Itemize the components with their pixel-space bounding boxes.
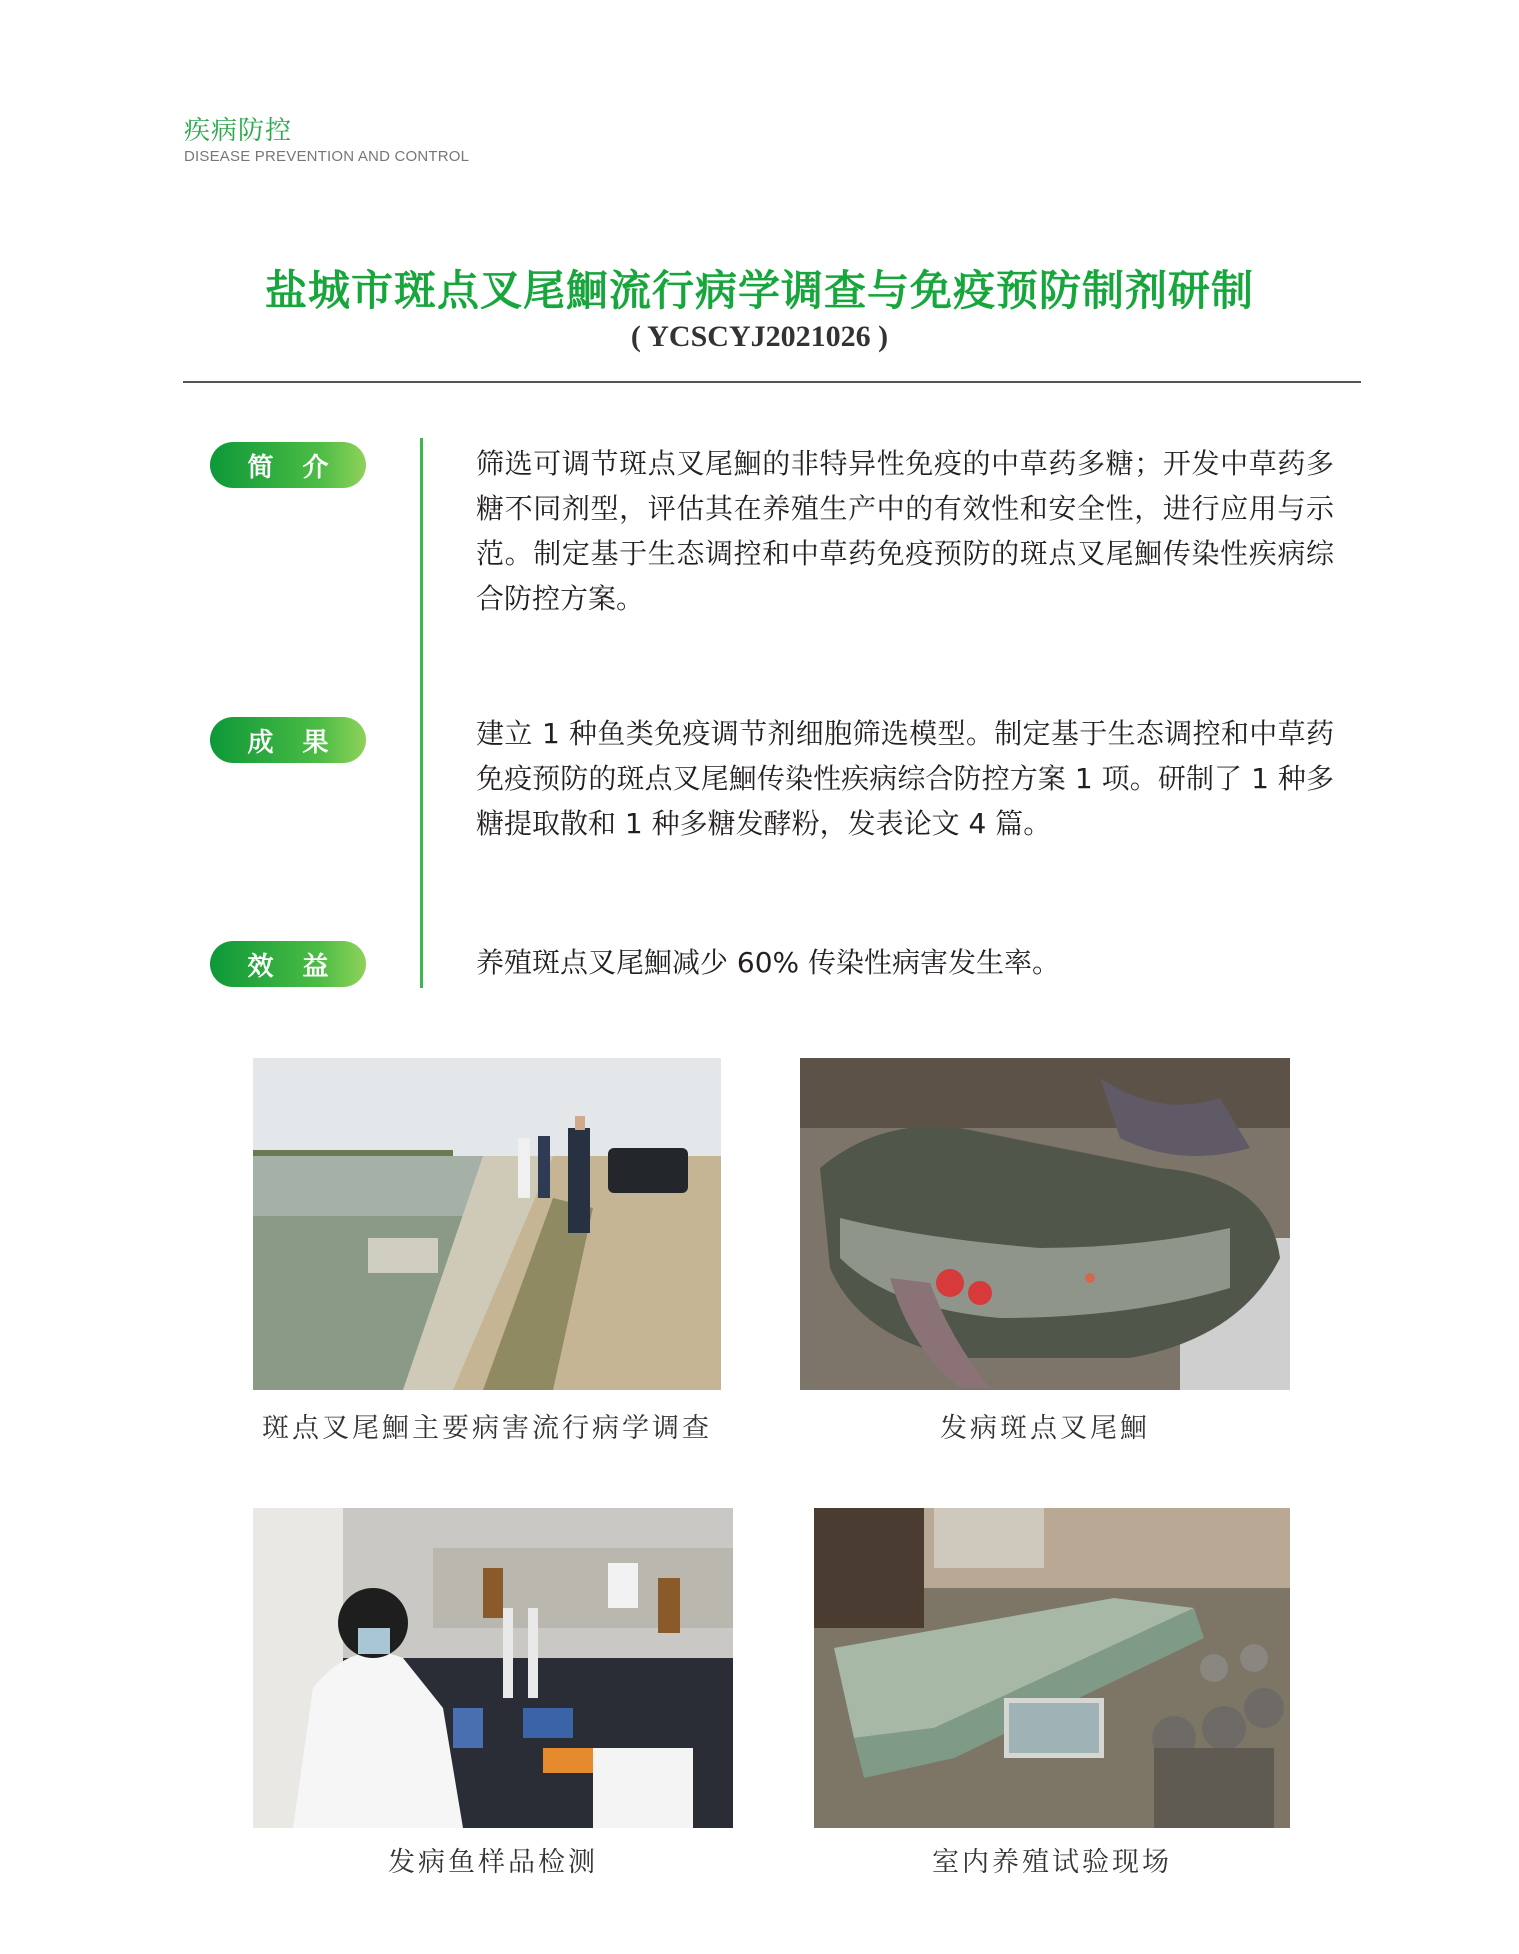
caption-indoor-aquaculture: 室内养殖试验现场 (932, 1847, 1172, 1878)
article-title: 盐城市斑点叉尾鮰流行病学调查与免疫预防制剂研制 (264, 266, 1254, 315)
indoor-aquaculture-photo (814, 1508, 1290, 1828)
intro-text: 筛选可调节斑点叉尾鮰的非特异性免疫的中草药多糖；开发中草药多糖不同剂型，评估其在养殖生产中的有效性和安全性，进行应用与示范。制定基于生态调控和中草药免疫预防的斑点叉尾鮰传染性疾病综合防控方案。 (476, 447, 1334, 615)
caption-diseased-fish: 发病斑点叉尾鮰 (940, 1413, 1150, 1444)
section-title-en: DISEASE PREVENTION AND CONTROL (184, 148, 470, 165)
diseased-fish-photo (800, 1058, 1290, 1390)
label-results: 成 果 (210, 717, 366, 763)
label-intro: 简 介 (210, 442, 366, 488)
vertical-divider (420, 438, 423, 988)
label-benefits: 效 益 (210, 941, 366, 987)
caption-lab-testing: 发病鱼样品检测 (388, 1847, 598, 1878)
title-divider (183, 381, 1361, 383)
pond-survey-photo (253, 1058, 721, 1390)
caption-pond-survey: 斑点叉尾鮰主要病害流行病学调查 (262, 1413, 712, 1444)
benefits-text: 养殖斑点叉尾鮰减少 60% 传染性病害发生率。 (476, 946, 1061, 979)
project-code: ( YCSCYJ2021026 ) (630, 320, 889, 353)
section-title-cn: 疾病防控 (184, 116, 293, 146)
results-text: 建立 1 种鱼类免疫调节剂细胞筛选模型。制定基于生态调控和中草药免疫预防的斑点叉尾鮰传染性疾病综合防控方案 1 项。研制了 1 种多糖提取散和 1 种多糖发酵粉，发表论文 4 篇。 (476, 717, 1334, 840)
lab-testing-photo (253, 1508, 733, 1828)
